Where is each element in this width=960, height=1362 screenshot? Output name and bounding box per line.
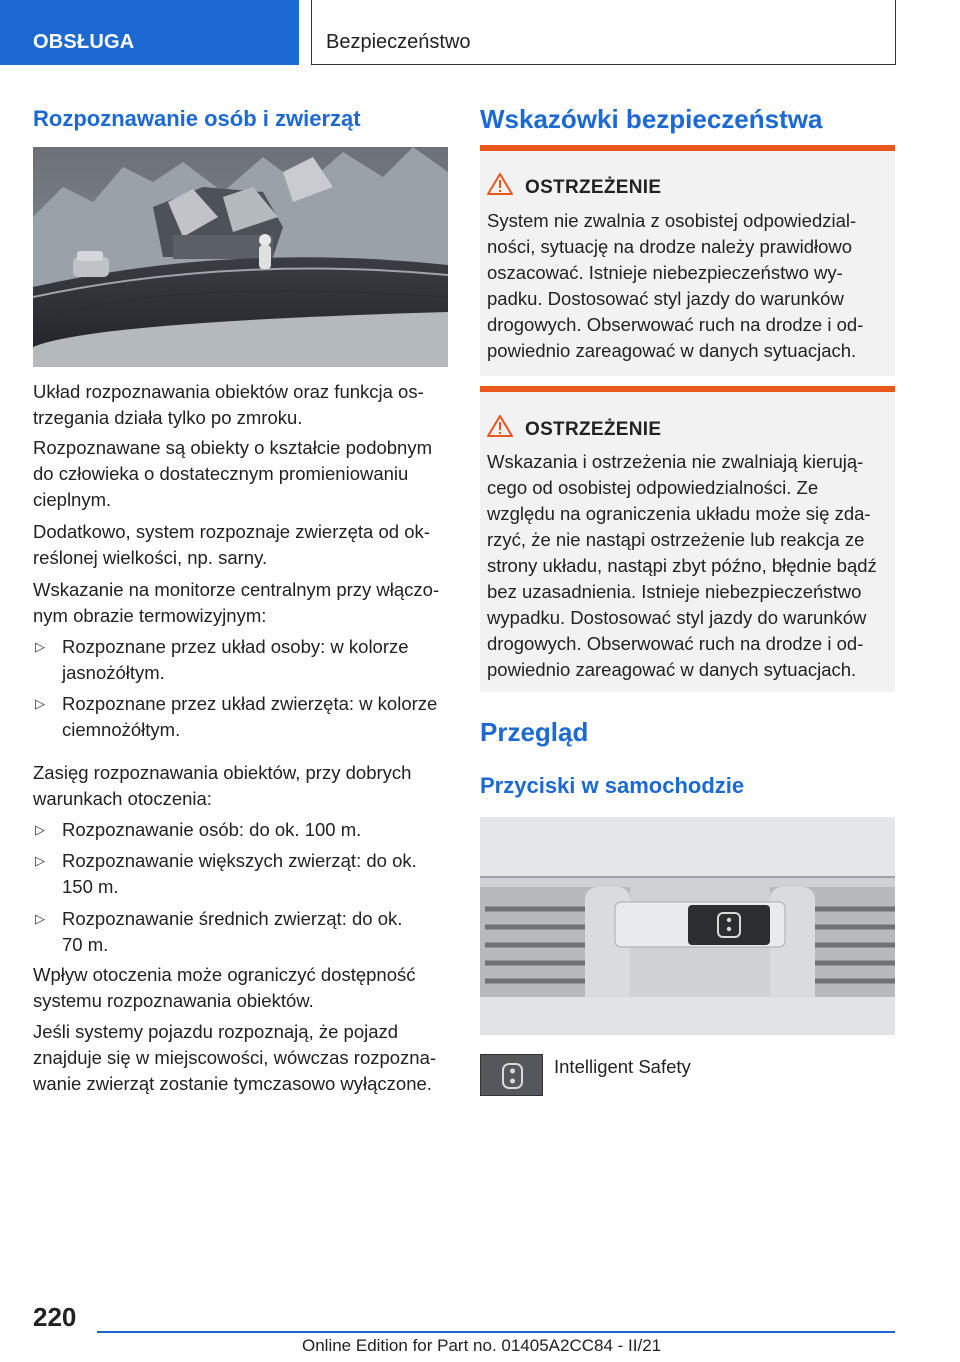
warning-triangle-icon <box>487 415 513 442</box>
warning-text <box>487 449 887 683</box>
text-line: systemu rozpoznawania obiektów. <box>33 990 314 1011</box>
paragraph-night-only <box>33 379 448 431</box>
warning-box-1 <box>480 145 895 376</box>
bullet-triangle-icon: ▷ <box>35 911 45 926</box>
text-line: drogowych. Obserwować ruch na drodze i od- <box>487 633 864 654</box>
button-label: Intelligent Safety <box>554 1056 691 1077</box>
text-line: powiednio zareagować w danych sytuacjach. <box>487 659 857 680</box>
paragraph-town <box>33 1019 448 1097</box>
text-line: Rozpoznane przez układ zwierzęta: w kolorze <box>62 693 438 714</box>
list-item <box>33 691 448 743</box>
text-line: strony układu, nastąpi zbyt późno, błędnie bądź <box>487 555 877 576</box>
text-line: Układ rozpoznawania obiektów oraz funkcja os- <box>33 381 424 402</box>
thermal-night-image <box>33 147 448 367</box>
bullet-triangle-icon: ▷ <box>35 696 45 711</box>
text-line: Zasięg rozpoznawania obiektów, przy dobrych <box>33 762 412 783</box>
text-line: Jeśli systemy pojazdu rozpoznają, że pojazd <box>33 1021 399 1042</box>
footer-edition: Online Edition for Part no. 01405A2CC84 - II/21 <box>302 1336 662 1355</box>
text-line: wanie zwierząt zostanie tymczasowo wyłączone. <box>33 1073 432 1094</box>
text-line: do człowieka o dostatecznym promieniowaniu <box>33 463 409 484</box>
warning-box-2 <box>480 386 895 692</box>
warning-title: OSTRZEŻENIE <box>525 177 662 198</box>
text-line: powiednio zareagować w danych sytuacjach. <box>487 340 857 361</box>
warning-title: OSTRZEŻENIE <box>525 419 662 440</box>
paragraph-environment <box>33 962 448 1014</box>
text-line: warunkach otoczenia: <box>33 788 212 809</box>
text-line: reślonej wielkości, np. sarny. <box>33 547 268 568</box>
bullet-triangle-icon: ▷ <box>35 639 45 654</box>
text-line: padku. Dostosować styl jazdy do warunków <box>487 288 844 309</box>
text-line: Dodatkowo, system rozpoznaje zwierzęta od ok- <box>33 521 430 542</box>
text-line: rzyć, że nie nastąpi ostrzeżenie lub reakcja ze <box>487 529 865 550</box>
list-item <box>33 848 448 900</box>
section-tab: OBSŁUGA <box>0 0 299 65</box>
footer-divider <box>97 1331 895 1333</box>
paragraph-range <box>33 760 448 812</box>
dashboard-graphic <box>480 817 895 1035</box>
paragraph-display <box>33 577 448 629</box>
text-line: znajduje się w miejscowości, wówczas rozpozna- <box>33 1047 437 1068</box>
text-line: Wpływ otoczenia może ograniczyć dostępność <box>33 964 416 985</box>
text-line: Rozpoznawanie większych zwierząt: do ok. <box>62 850 417 871</box>
heading-buttons-in-car: Przyciski w samochodzie <box>480 773 745 798</box>
text-line: bez uzasadnienia. Istnieje niebezpieczeństwo <box>487 581 862 602</box>
text-line: drogowych. Obserwować ruch na drodze i od- <box>487 314 864 335</box>
text-line: oszacować. Istnieje niebezpieczeństwo wy- <box>487 262 843 283</box>
warning-text <box>487 208 887 364</box>
list-item <box>33 634 448 686</box>
text-line: nym obrazie termowizyjnym: <box>33 605 267 626</box>
thermal-image-graphic <box>33 147 448 367</box>
dashboard-button-image <box>480 817 895 1035</box>
text-line: Wskazanie na monitorze centralnym przy włączo- <box>33 579 440 600</box>
chapter-title: Bezpieczeństwo <box>311 0 896 65</box>
text-line: Rozpoznawanie osób: do ok. 100 m. <box>62 819 362 840</box>
text-line: System nie zwalnia z osobistej odpowiedzial- <box>487 210 857 231</box>
text-line: względu na ograniczenia układu może się zda- <box>487 503 871 524</box>
list-item <box>33 817 448 843</box>
text-line: Wskazania i ostrzeżenia nie zwalniają kierują- <box>487 451 864 472</box>
page-number: 220 <box>33 1302 77 1332</box>
paragraph-animals <box>33 519 448 571</box>
intelligent-safety-icon <box>481 1055 544 1102</box>
bullet-triangle-icon: ▷ <box>35 822 45 837</box>
heading-overview: Przegląd <box>480 717 589 747</box>
text-line: Rozpoznawane są obiekty o kształcie podobnym <box>33 437 433 458</box>
intelligent-safety-button <box>480 1054 543 1096</box>
paragraph-human-shapes <box>33 435 448 513</box>
text-line: trzegania działa tylko po zmroku. <box>33 407 303 428</box>
heading-safety-notes: Wskazówki bezpieczeństwa <box>480 104 823 134</box>
text-line: 70 m. <box>62 934 109 955</box>
heading-person-animal-detection: Rozpoznawanie osób i zwierząt <box>33 106 361 131</box>
text-line: ności, sytuację na drodze należy prawidłowo <box>487 236 853 257</box>
text-line: Rozpoznane przez układ osoby: w kolorze <box>62 636 409 657</box>
text-line: Rozpoznawanie średnich zwierząt: do ok. <box>62 908 403 929</box>
text-line: ciemnożółtym. <box>62 719 181 740</box>
text-line: jasnożółtym. <box>62 662 165 683</box>
text-line: 150 m. <box>62 876 119 897</box>
text-line: cieplnym. <box>33 489 112 510</box>
text-line: wypadku. Dostosować styl jazdy do warunków <box>487 607 867 628</box>
bullet-triangle-icon: ▷ <box>35 853 45 868</box>
warning-triangle-icon <box>487 173 513 200</box>
list-item <box>33 906 448 958</box>
text-line: cego od osobistej odpowiedzialności. Ze <box>487 477 819 498</box>
